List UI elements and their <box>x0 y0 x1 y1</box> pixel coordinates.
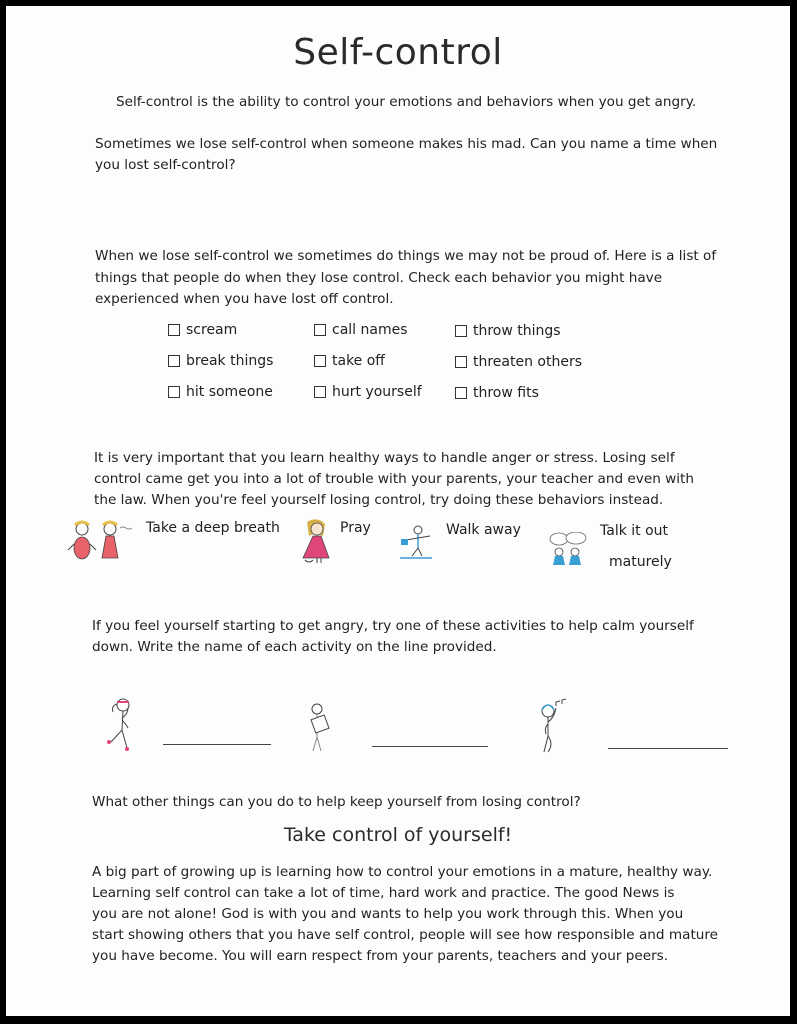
reading-figure-icon <box>303 701 333 757</box>
checklist-label: take off <box>332 353 385 369</box>
checklist-item-hit-someone[interactable] <box>168 384 273 400</box>
checklist-item-scream[interactable] <box>168 322 237 338</box>
checkbox[interactable] <box>168 386 180 398</box>
healthy-ways-line3: the law. When you're feel yourself losing control, try doing these behaviors instead. <box>94 492 664 508</box>
alternative-label-walk-away: Walk away <box>446 522 521 538</box>
checklist-label: throw things <box>473 323 561 339</box>
checkbox[interactable] <box>314 386 326 398</box>
praying-girl-icon <box>299 518 335 564</box>
checklist-item-call-names[interactable] <box>314 322 408 338</box>
talking-kids-icon <box>548 532 588 568</box>
calm-activities-line2: down. Write the name of each activity on the line provided. <box>92 639 497 655</box>
closing-line4: start showing others that you have self control, people will see how responsible and mature <box>92 927 719 943</box>
question1-line2: you lost self-control? <box>95 157 236 173</box>
checklist-item-hurt-yourself[interactable] <box>314 384 422 400</box>
checkbox[interactable] <box>168 355 180 367</box>
answer-line-1[interactable] <box>163 744 271 745</box>
checklist-label: threaten others <box>473 354 583 370</box>
closing-line1: A big part of growing up is learning how to control your emotions in a mature, healthy way. <box>92 864 713 880</box>
worksheet-page <box>6 6 790 1016</box>
alternative-label-maturely: maturely <box>609 554 672 570</box>
healthy-ways-line2: control came get you into a lot of trouble with your parents, your teacher and even with <box>94 471 694 487</box>
checklist-label: hit someone <box>186 384 273 400</box>
checklist-label: hurt yourself <box>332 384 422 400</box>
closing-line2: Learning self control can take a lot of time, hard work and practice. The good News is <box>92 885 675 901</box>
subheading: Take control of yourself! <box>283 824 513 846</box>
behaviors-intro-line3: experienced when you have lost off control. <box>95 291 394 307</box>
alternative-label-deep-breath: Take a deep breath <box>146 520 280 536</box>
checkbox[interactable] <box>455 356 467 368</box>
answer-line-2[interactable] <box>372 746 488 747</box>
page-title: Self-control <box>293 32 503 73</box>
checkbox[interactable] <box>455 387 467 399</box>
checkbox[interactable] <box>314 324 326 336</box>
closing-line5: you have become. You will earn respect from your parents, teachers and your peers. <box>92 948 669 964</box>
checklist-item-throw-things[interactable] <box>455 323 561 339</box>
breathing-girls-icon <box>66 520 138 562</box>
checklist-label: break things <box>186 353 274 369</box>
checklist-item-throw-fits[interactable] <box>455 385 539 401</box>
answer-line-3[interactable] <box>608 748 728 749</box>
calm-activities-line1: If you feel yourself starting to get angry, try one of these activities to help calm yourself <box>92 618 694 634</box>
checklist-item-break-things[interactable] <box>168 353 273 369</box>
alternative-label-talk-it-out: Talk it out <box>600 523 669 539</box>
checklist-item-threaten-others[interactable] <box>455 354 582 370</box>
question1-line1: Sometimes we lose self-control when someone makes his mad. Can you name a time when <box>95 136 718 152</box>
behaviors-intro-line1: When we lose self-control we sometimes do things we may not be proud of. Here is a list of <box>95 248 717 264</box>
checklist-item-take-off[interactable] <box>314 353 385 369</box>
checkbox[interactable] <box>314 355 326 367</box>
checklist-label: call names <box>332 322 408 338</box>
healthy-ways-line1: It is very important that you learn healthy ways to handle anger or stress. Losing self <box>94 450 675 466</box>
walking-stick-figure-icon <box>398 524 434 562</box>
definition-text: Self-control is the ability to control your emotions and behaviors when you get angry. <box>116 94 697 110</box>
checklist-label: scream <box>186 322 238 338</box>
checkbox[interactable] <box>455 325 467 337</box>
behaviors-intro-line2: things that people do when they lose control. Check each behavior you might have <box>95 270 663 286</box>
alternative-label-pray: Pray <box>340 520 371 536</box>
checklist-label: throw fits <box>473 385 539 401</box>
closing-line3: you are not alone! God is with you and wants to help you work through this. When you <box>92 906 684 922</box>
music-listening-figure-icon <box>534 698 578 756</box>
running-figure-icon <box>103 696 137 754</box>
checkbox[interactable] <box>168 324 180 336</box>
question2-text: What other things can you do to help keep yourself from losing control? <box>92 794 581 810</box>
